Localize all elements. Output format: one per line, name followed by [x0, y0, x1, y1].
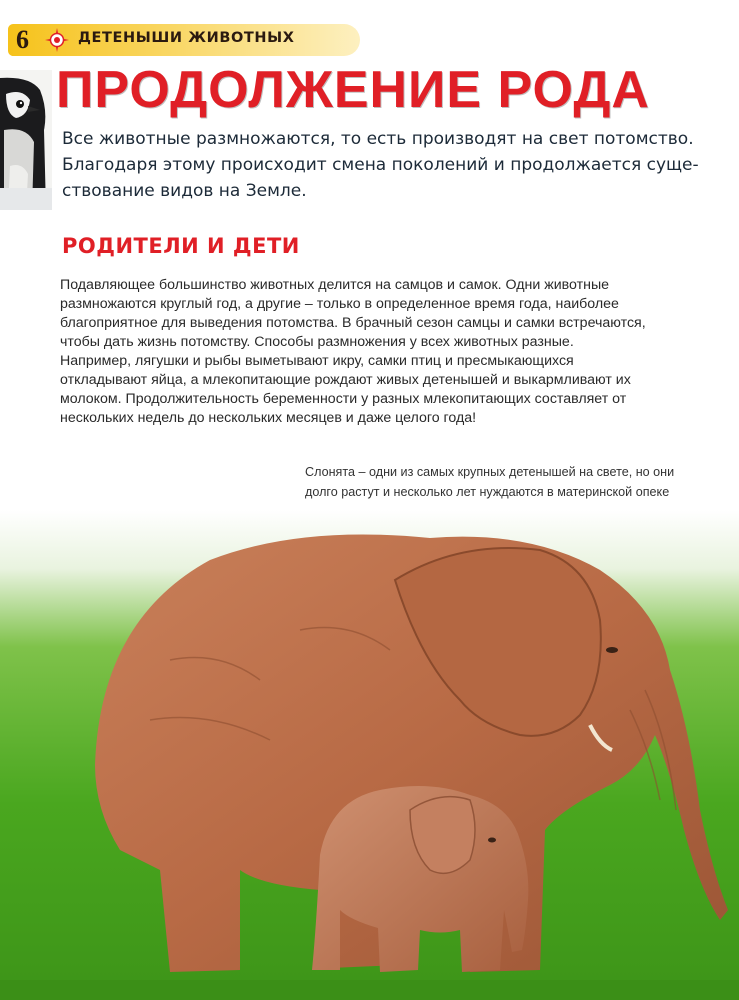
body-line: молоком. Продолжительность беременности у разных млекопитающих составляет от: [60, 391, 627, 407]
body-paragraph: [60, 276, 720, 428]
body-line: чтобы дать жизнь потомству. Способы размножения у всех животных разные.: [60, 334, 574, 350]
body-line: нескольких недель до нескольких месяцев и даже целого года!: [60, 410, 477, 426]
compass-rose-icon: [45, 28, 69, 52]
body-line: откладывают яйца, а млекопитающие рождают живых детенышей и выкармливают их: [60, 372, 631, 388]
intro-line: ствование видов на Земле.: [62, 181, 307, 201]
body-line: Подавляющее большинство животных делится на самцов и самок. Одни животные: [60, 277, 610, 293]
body-line: благоприятное для выведения потомства. В брачный сезон самцы и самки встречаются,: [60, 315, 646, 331]
body-line: размножаются круглый год, а другие – только в определенное время года, наиболее: [60, 296, 619, 312]
elephant-photo: [0, 510, 739, 1000]
intro-line: Все животные размножаются, то есть производят на свет потомство.: [62, 129, 694, 149]
penguin-photo: [0, 70, 52, 210]
caption-line: долго растут и несколько лет нуждаются в материнской опеке: [305, 485, 670, 499]
intro-paragraph: [62, 126, 722, 204]
section-subheading: РОДИТЕЛИ И ДЕТИ: [62, 234, 300, 258]
page-title: ПРОДОЛЖЕНИЕ РОДА: [56, 61, 650, 119]
photo-caption: [305, 462, 725, 502]
section-label: ДЕТЕНЫШИ ЖИВОТНЫХ: [78, 30, 295, 46]
intro-line: Благодаря этому происходит смена поколений и продолжается суще-: [62, 155, 699, 175]
body-line: Например, лягушки и рыбы выметывают икру, самки птиц и пресмыкающихся: [60, 353, 574, 369]
page-number: 6: [16, 25, 29, 54]
caption-line: Слонята – одни из самых крупных детенышей на свете, но они: [305, 465, 675, 479]
